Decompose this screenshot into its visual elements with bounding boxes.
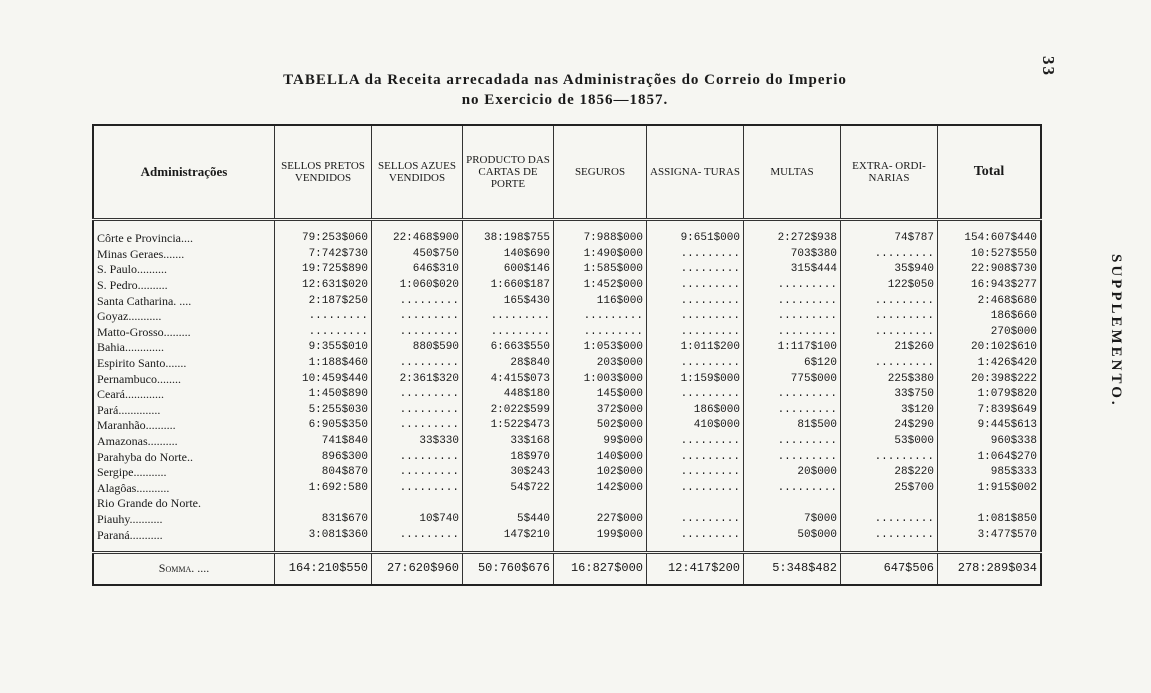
multas-cell: 703$380 bbox=[744, 247, 841, 263]
assignaturas-cell bbox=[647, 496, 744, 512]
table-row bbox=[93, 309, 1041, 325]
sellos-azues-cell: 880$590 bbox=[372, 340, 463, 356]
sellos-azues-cell: 646$310 bbox=[372, 262, 463, 278]
sellos-azues-cell: ......... bbox=[372, 449, 463, 465]
totals-label: Somma. .... bbox=[93, 552, 275, 585]
assignaturas-cell: 410$000 bbox=[647, 418, 744, 434]
producto-cell: 1:660$187 bbox=[463, 278, 554, 294]
multas-cell: 775$000 bbox=[744, 371, 841, 387]
row-name-cell: Côrte e Provincia.... bbox=[93, 220, 275, 247]
extraordinarias-cell: 28$220 bbox=[841, 465, 938, 481]
totals-sellos-pretos: 164:210$550 bbox=[275, 552, 372, 585]
page-number: 33 bbox=[1039, 56, 1058, 77]
sellos-azues-cell: ......... bbox=[372, 293, 463, 309]
extraordinarias-cell: 3$120 bbox=[841, 403, 938, 419]
seguros-cell: 140$000 bbox=[554, 449, 647, 465]
assignaturas-cell: 1:159$000 bbox=[647, 371, 744, 387]
multas-cell: ......... bbox=[744, 449, 841, 465]
producto-cell: 600$146 bbox=[463, 262, 554, 278]
assignaturas-cell: 1:011$200 bbox=[647, 340, 744, 356]
total-cell: 1:079$820 bbox=[938, 387, 1042, 403]
producto-cell: 5$440 bbox=[463, 512, 554, 528]
table-row bbox=[93, 527, 1041, 552]
row-name-cell: Amazonas.......... bbox=[93, 434, 275, 450]
sellos-azues-cell: 2:361$320 bbox=[372, 371, 463, 387]
side-label: SUPPLEMENTO. bbox=[1108, 254, 1124, 408]
extraordinarias-cell: ......... bbox=[841, 247, 938, 263]
sellos-pretos-cell: ......... bbox=[275, 325, 372, 341]
row-name-cell: Rio Grande do Norte. bbox=[93, 496, 275, 512]
seguros-cell: 227$000 bbox=[554, 512, 647, 528]
table-row bbox=[93, 434, 1041, 450]
assignaturas-cell: 186$000 bbox=[647, 403, 744, 419]
multas-cell: ......... bbox=[744, 293, 841, 309]
sellos-azues-cell bbox=[372, 496, 463, 512]
sellos-pretos-cell: 7:742$730 bbox=[275, 247, 372, 263]
sellos-azues-cell: 450$750 bbox=[372, 247, 463, 263]
extraordinarias-cell: 25$700 bbox=[841, 481, 938, 497]
producto-cell bbox=[463, 496, 554, 512]
sellos-pretos-cell bbox=[275, 496, 372, 512]
seguros-cell: 99$000 bbox=[554, 434, 647, 450]
table-row bbox=[93, 418, 1041, 434]
producto-cell: 30$243 bbox=[463, 465, 554, 481]
producto-cell: 4:415$073 bbox=[463, 371, 554, 387]
multas-cell: 2:272$938 bbox=[744, 220, 841, 247]
assignaturas-cell: ......... bbox=[647, 309, 744, 325]
header-row bbox=[93, 125, 1041, 220]
total-cell: 3:477$570 bbox=[938, 527, 1042, 552]
seguros-cell: ......... bbox=[554, 325, 647, 341]
total-cell: 9:445$613 bbox=[938, 418, 1042, 434]
producto-cell: 54$722 bbox=[463, 481, 554, 497]
assignaturas-cell: ......... bbox=[647, 325, 744, 341]
header-assignaturas: ASSIGNA- TURAS bbox=[647, 125, 744, 220]
sellos-pretos-cell: 831$670 bbox=[275, 512, 372, 528]
multas-cell: 315$444 bbox=[744, 262, 841, 278]
extraordinarias-cell: ......... bbox=[841, 512, 938, 528]
sellos-azues-cell: ......... bbox=[372, 387, 463, 403]
multas-cell bbox=[744, 496, 841, 512]
assignaturas-cell: ......... bbox=[647, 465, 744, 481]
assignaturas-cell: ......... bbox=[647, 527, 744, 552]
total-cell: 1:915$002 bbox=[938, 481, 1042, 497]
row-name-cell: Maranhão.......... bbox=[93, 418, 275, 434]
row-name-cell: Minas Geraes....... bbox=[93, 247, 275, 263]
seguros-cell: 1:003$000 bbox=[554, 371, 647, 387]
seguros-cell: ......... bbox=[554, 309, 647, 325]
row-name-cell: S. Paulo.......... bbox=[93, 262, 275, 278]
multas-cell: ......... bbox=[744, 325, 841, 341]
table-row bbox=[93, 512, 1041, 528]
sellos-pretos-cell: 10:459$440 bbox=[275, 371, 372, 387]
assignaturas-cell: ......... bbox=[647, 356, 744, 372]
multas-cell: ......... bbox=[744, 278, 841, 294]
assignaturas-cell: ......... bbox=[647, 262, 744, 278]
producto-cell: 33$168 bbox=[463, 434, 554, 450]
total-cell: 985$333 bbox=[938, 465, 1042, 481]
row-name-cell: Espirito Santo....... bbox=[93, 356, 275, 372]
producto-cell: 140$690 bbox=[463, 247, 554, 263]
title-line-1: TABELLA da Receita arrecadada nas Administrações do Correio do Imperio bbox=[283, 72, 847, 88]
sellos-azues-cell: ......... bbox=[372, 527, 463, 552]
row-name-cell: Parahyba do Norte.. bbox=[93, 449, 275, 465]
seguros-cell: 372$000 bbox=[554, 403, 647, 419]
totals-extraordinarias: 647$506 bbox=[841, 552, 938, 585]
row-name-cell: Santa Catharina. .... bbox=[93, 293, 275, 309]
totals-seguros: 16:827$000 bbox=[554, 552, 647, 585]
sellos-pretos-cell: 79:253$060 bbox=[275, 220, 372, 247]
table-row bbox=[93, 340, 1041, 356]
producto-cell: ......... bbox=[463, 325, 554, 341]
extraordinarias-cell: 74$787 bbox=[841, 220, 938, 247]
seguros-cell: 1:452$000 bbox=[554, 278, 647, 294]
seguros-cell: 142$000 bbox=[554, 481, 647, 497]
extraordinarias-cell: 225$380 bbox=[841, 371, 938, 387]
sellos-pretos-cell: 896$300 bbox=[275, 449, 372, 465]
seguros-cell: 1:585$000 bbox=[554, 262, 647, 278]
seguros-cell: 145$000 bbox=[554, 387, 647, 403]
row-name-cell: Pará.............. bbox=[93, 403, 275, 419]
sellos-azues-cell: 22:468$900 bbox=[372, 220, 463, 247]
sellos-azues-cell: 1:060$020 bbox=[372, 278, 463, 294]
row-name-cell: Alagôas........... bbox=[93, 481, 275, 497]
sellos-azues-cell: ......... bbox=[372, 418, 463, 434]
totals-assignaturas: 12:417$200 bbox=[647, 552, 744, 585]
table-row bbox=[93, 220, 1041, 247]
extraordinarias-cell: 33$750 bbox=[841, 387, 938, 403]
multas-cell: 50$000 bbox=[744, 527, 841, 552]
table-row bbox=[93, 356, 1041, 372]
table-row bbox=[93, 403, 1041, 419]
extraordinarias-cell: ......... bbox=[841, 325, 938, 341]
assignaturas-cell: ......... bbox=[647, 434, 744, 450]
table-row bbox=[93, 465, 1041, 481]
row-name-cell: Paraná........... bbox=[93, 527, 275, 552]
totals-sellos-azues: 27:620$960 bbox=[372, 552, 463, 585]
row-name-cell: Sergipe........... bbox=[93, 465, 275, 481]
table-body bbox=[93, 220, 1041, 553]
multas-cell: 1:117$100 bbox=[744, 340, 841, 356]
producto-cell: 1:522$473 bbox=[463, 418, 554, 434]
multas-cell: ......... bbox=[744, 434, 841, 450]
total-cell: 7:839$649 bbox=[938, 403, 1042, 419]
seguros-cell: 199$000 bbox=[554, 527, 647, 552]
multas-cell: ......... bbox=[744, 387, 841, 403]
header-total: Total bbox=[938, 125, 1042, 220]
extraordinarias-cell: ......... bbox=[841, 309, 938, 325]
sellos-pretos-cell: 2:187$250 bbox=[275, 293, 372, 309]
row-name-cell: Ceará............. bbox=[93, 387, 275, 403]
extraordinarias-cell: ......... bbox=[841, 293, 938, 309]
sellos-pretos-cell: 741$840 bbox=[275, 434, 372, 450]
sellos-azues-cell: ......... bbox=[372, 309, 463, 325]
producto-cell: 165$430 bbox=[463, 293, 554, 309]
header-producto: PRODUCTO DAS CARTAS DE PORTE bbox=[463, 125, 554, 220]
sellos-pretos-cell: 9:355$010 bbox=[275, 340, 372, 356]
sellos-azues-cell: ......... bbox=[372, 465, 463, 481]
total-cell: 1:426$420 bbox=[938, 356, 1042, 372]
assignaturas-cell: ......... bbox=[647, 481, 744, 497]
assignaturas-cell: ......... bbox=[647, 449, 744, 465]
table-row bbox=[93, 325, 1041, 341]
seguros-cell: 102$000 bbox=[554, 465, 647, 481]
table-row bbox=[93, 247, 1041, 263]
extraordinarias-cell: ......... bbox=[841, 527, 938, 552]
producto-cell: ......... bbox=[463, 309, 554, 325]
assignaturas-cell: 9:651$000 bbox=[647, 220, 744, 247]
table-row bbox=[93, 387, 1041, 403]
sellos-azues-cell: ......... bbox=[372, 403, 463, 419]
total-cell: 1:064$270 bbox=[938, 449, 1042, 465]
row-name-cell: Matto-Grosso......... bbox=[93, 325, 275, 341]
total-cell: 2:468$680 bbox=[938, 293, 1042, 309]
multas-cell: ......... bbox=[744, 481, 841, 497]
sellos-azues-cell: ......... bbox=[372, 481, 463, 497]
row-name-cell: Piauhy........... bbox=[93, 512, 275, 528]
assignaturas-cell: ......... bbox=[647, 278, 744, 294]
producto-cell: 448$180 bbox=[463, 387, 554, 403]
row-name-cell: S. Pedro.......... bbox=[93, 278, 275, 294]
table-row bbox=[93, 278, 1041, 294]
row-name-cell: Pernambuco........ bbox=[93, 371, 275, 387]
table-row bbox=[93, 262, 1041, 278]
total-cell bbox=[938, 496, 1042, 512]
page-title bbox=[140, 70, 990, 110]
row-name-cell: Goyaz........... bbox=[93, 309, 275, 325]
total-cell: 154:607$440 bbox=[938, 220, 1042, 247]
sellos-pretos-cell: 1:692:580 bbox=[275, 481, 372, 497]
total-cell: 22:908$730 bbox=[938, 262, 1042, 278]
extraordinarias-cell: 53$000 bbox=[841, 434, 938, 450]
totals-total: 278:289$034 bbox=[938, 552, 1042, 585]
seguros-cell: 203$000 bbox=[554, 356, 647, 372]
seguros-cell: 1:490$000 bbox=[554, 247, 647, 263]
row-name-cell: Bahia............. bbox=[93, 340, 275, 356]
producto-cell: 18$970 bbox=[463, 449, 554, 465]
total-cell: 960$338 bbox=[938, 434, 1042, 450]
totals-row bbox=[93, 552, 1041, 585]
header-multas: MULTAS bbox=[744, 125, 841, 220]
total-cell: 186$660 bbox=[938, 309, 1042, 325]
multas-cell: 20$000 bbox=[744, 465, 841, 481]
multas-cell: 81$500 bbox=[744, 418, 841, 434]
header-admin: Administrações bbox=[93, 125, 275, 220]
table-row bbox=[93, 371, 1041, 387]
table-row bbox=[93, 496, 1041, 512]
header-extraordinarias: EXTRA- ORDI- NARIAS bbox=[841, 125, 938, 220]
totals-multas: 5:348$482 bbox=[744, 552, 841, 585]
sellos-pretos-cell: 3:081$360 bbox=[275, 527, 372, 552]
title-line-2: no Exercicio de 1856—1857. bbox=[461, 92, 669, 108]
extraordinarias-cell: ......... bbox=[841, 449, 938, 465]
assignaturas-cell: ......... bbox=[647, 512, 744, 528]
total-cell: 1:081$850 bbox=[938, 512, 1042, 528]
total-cell: 10:527$550 bbox=[938, 247, 1042, 263]
sellos-pretos-cell: 6:905$350 bbox=[275, 418, 372, 434]
multas-cell: ......... bbox=[744, 403, 841, 419]
sellos-pretos-cell: ......... bbox=[275, 309, 372, 325]
total-cell: 16:943$277 bbox=[938, 278, 1042, 294]
header-sellos-azues: SELLOS AZUES VENDIDOS bbox=[372, 125, 463, 220]
producto-cell: 38:198$755 bbox=[463, 220, 554, 247]
sellos-pretos-cell: 1:188$460 bbox=[275, 356, 372, 372]
producto-cell: 6:663$550 bbox=[463, 340, 554, 356]
sellos-azues-cell: ......... bbox=[372, 325, 463, 341]
multas-cell: 6$120 bbox=[744, 356, 841, 372]
extraordinarias-cell: ......... bbox=[841, 356, 938, 372]
sellos-pretos-cell: 804$870 bbox=[275, 465, 372, 481]
assignaturas-cell: ......... bbox=[647, 387, 744, 403]
sellos-pretos-cell: 5:255$030 bbox=[275, 403, 372, 419]
total-cell: 270$000 bbox=[938, 325, 1042, 341]
seguros-cell: 7:988$000 bbox=[554, 220, 647, 247]
total-cell: 20:398$222 bbox=[938, 371, 1042, 387]
multas-cell: ......... bbox=[744, 309, 841, 325]
table-row bbox=[93, 481, 1041, 497]
totals-producto: 50:760$676 bbox=[463, 552, 554, 585]
header-sellos-pretos: SELLOS PRETOS VENDIDOS bbox=[275, 125, 372, 220]
seguros-cell: 502$000 bbox=[554, 418, 647, 434]
extraordinarias-cell: 21$260 bbox=[841, 340, 938, 356]
sellos-azues-cell: 33$330 bbox=[372, 434, 463, 450]
revenue-table bbox=[92, 124, 1042, 586]
total-cell: 20:102$610 bbox=[938, 340, 1042, 356]
seguros-cell bbox=[554, 496, 647, 512]
seguros-cell: 1:053$000 bbox=[554, 340, 647, 356]
multas-cell: 7$000 bbox=[744, 512, 841, 528]
extraordinarias-cell: 24$290 bbox=[841, 418, 938, 434]
sellos-pretos-cell: 19:725$890 bbox=[275, 262, 372, 278]
producto-cell: 147$210 bbox=[463, 527, 554, 552]
table-row bbox=[93, 449, 1041, 465]
extraordinarias-cell bbox=[841, 496, 938, 512]
sellos-azues-cell: 10$740 bbox=[372, 512, 463, 528]
sellos-pretos-cell: 1:450$890 bbox=[275, 387, 372, 403]
table-row bbox=[93, 293, 1041, 309]
assignaturas-cell: ......... bbox=[647, 293, 744, 309]
extraordinarias-cell: 122$050 bbox=[841, 278, 938, 294]
header-seguros: SEGUROS bbox=[554, 125, 647, 220]
sellos-pretos-cell: 12:631$020 bbox=[275, 278, 372, 294]
extraordinarias-cell: 35$940 bbox=[841, 262, 938, 278]
assignaturas-cell: ......... bbox=[647, 247, 744, 263]
sellos-azues-cell: ......... bbox=[372, 356, 463, 372]
producto-cell: 28$840 bbox=[463, 356, 554, 372]
seguros-cell: 116$000 bbox=[554, 293, 647, 309]
producto-cell: 2:022$599 bbox=[463, 403, 554, 419]
